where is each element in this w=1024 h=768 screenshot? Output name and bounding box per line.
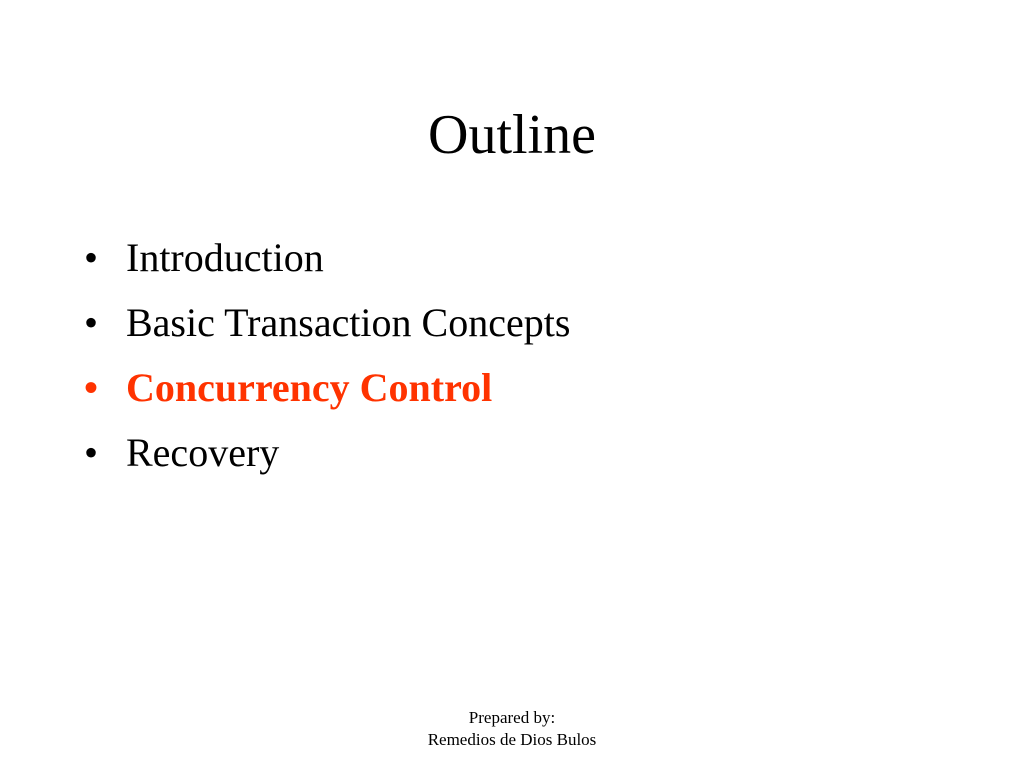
bullet-item-concurrency-control xyxy=(84,360,570,415)
bullet-icon: • xyxy=(84,235,99,280)
bullet-list xyxy=(84,230,570,490)
footer-credit xyxy=(0,707,1024,751)
footer-author: Remedios de Dios Bulos xyxy=(427,730,597,749)
bullet-text: Introduction xyxy=(126,235,324,280)
bullet-icon: • xyxy=(84,430,99,475)
bullet-icon: • xyxy=(84,365,99,410)
bullet-text: Concurrency Control xyxy=(126,365,493,410)
slide-title: Outline xyxy=(428,104,596,166)
bullet-item-basic-transaction-concepts xyxy=(84,295,570,350)
bullet-icon: • xyxy=(84,300,99,345)
bullet-text: Recovery xyxy=(126,430,280,475)
bullet-item-introduction xyxy=(84,230,570,285)
footer-prepared-by: Prepared by: xyxy=(468,708,556,727)
bullet-item-recovery xyxy=(84,425,570,480)
bullet-text: Basic Transaction Concepts xyxy=(126,300,571,345)
